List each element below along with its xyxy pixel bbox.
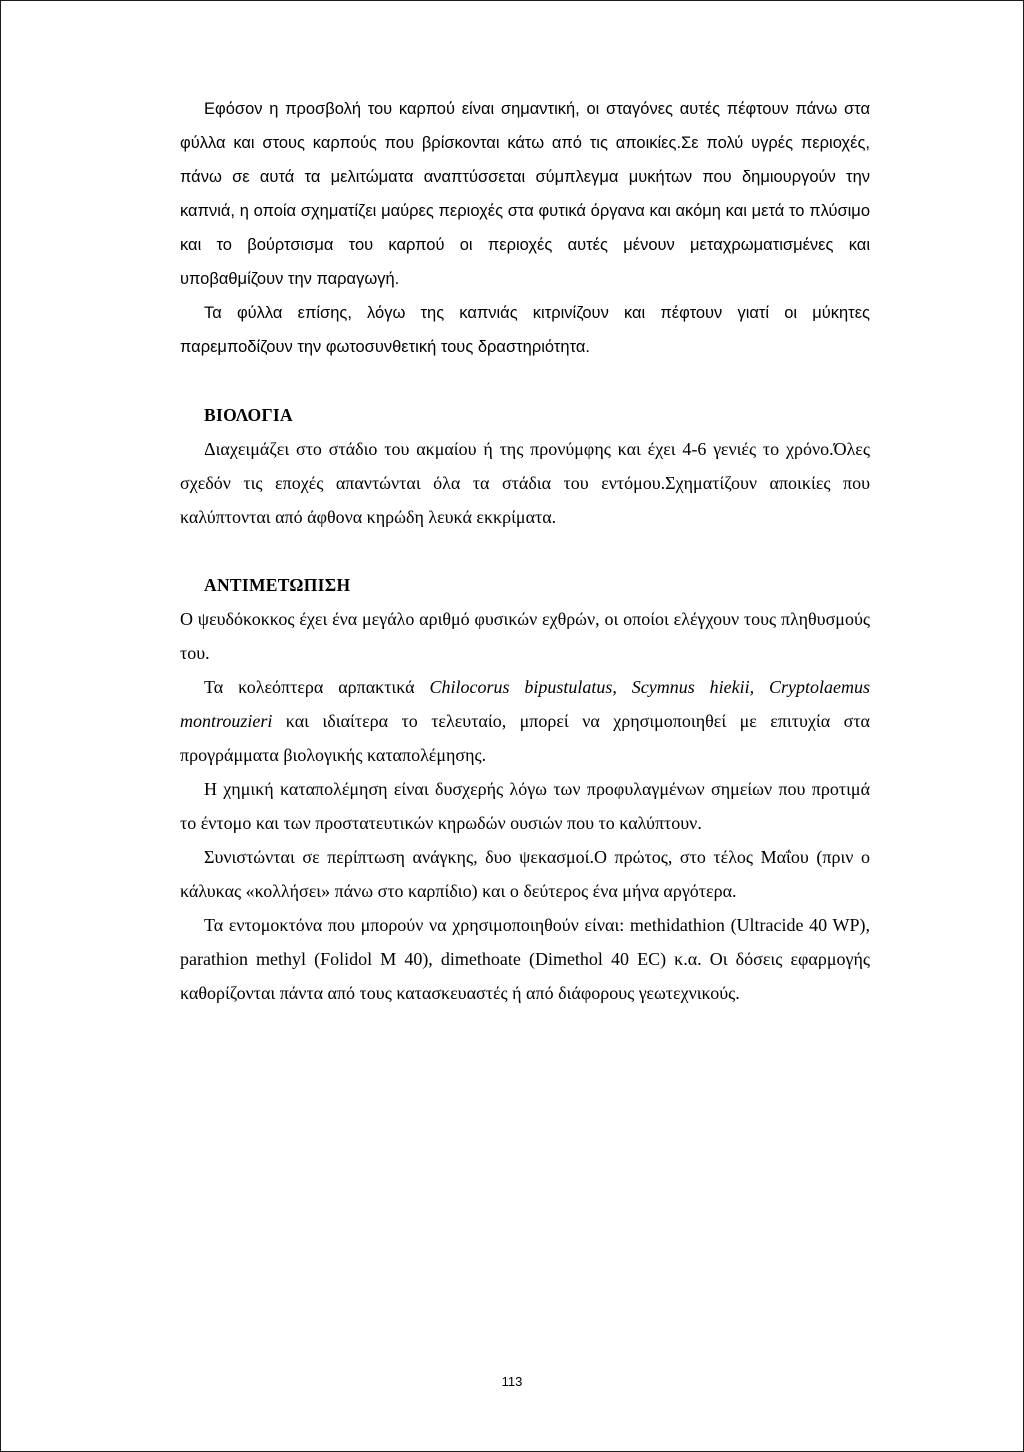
control-paragraph-3: Η χημική καταπολέμηση είναι δυσχερής λόγω των προφυλαγμένων σημείων που προτιμά το έντομο και των προστατευτικών κηρωδών ουσιών που το καλύπτουν. bbox=[180, 779, 870, 833]
control-section bbox=[180, 602, 870, 1010]
page-number: 113 bbox=[501, 1374, 523, 1389]
spacer bbox=[180, 364, 870, 398]
intro-paragraph-2: Τα φύλλα επίσης, λόγω της καπνιάς κιτρινίζουν και πέφτουν γιατί οι μύκητες παρεμποδίζουν την φωτοσυνθετική τους δραστηριότητα. bbox=[180, 304, 870, 356]
predators-rest: και ιδιαίτερα το τελευταίο, μπορεί να χρησιμοποιηθεί με επιτυχία στα προγράμματα βιολογικής καταπολέμησης. bbox=[180, 711, 870, 765]
predators-lead: Τα κολεόπτερα αρπακτικά bbox=[204, 677, 430, 697]
control-paragraph-2 bbox=[180, 670, 870, 772]
biology-paragraph: Διαχειμάζει στο στάδιο του ακμαίου ή της προνύμφης και έχει 4-6 γενιές το χρόνο.Όλες σχεδόν τις εποχές απαντώνται όλα τα στάδια του εντόμου.Σχηματίζουν αποικίες που καλύπτονται από άφθονα κηρώδη λευκά εκκρίματα. bbox=[180, 439, 870, 527]
control-paragraph-4: Συνιστώνται σε περίπτωση ανάγκης, δυο ψεκασμοί.Ο πρώτος, στο τέλος Μαΐου (πριν ο κάλυκας «κολλήσει» πάνω στο καρπίδιο) και ο δεύτερος ένα μήνα αργότερα. bbox=[180, 847, 870, 901]
spacer bbox=[180, 534, 870, 568]
page-body bbox=[180, 92, 870, 1010]
control-heading: ΑΝΤΙΜΕΤΩΠΙΣΗ bbox=[204, 575, 351, 595]
biology-heading: ΒΙΟΛΟΓΙΑ bbox=[204, 405, 293, 425]
control-paragraph-5: Τα εντομοκτόνα που μπορούν να χρησιμοποιηθούν είναι: methidathion (Ultracide 40 WP), parathion methyl (Folidol M 40), dimethoate (Dimethol 40 EC) κ.α. Οι δόσεις εφαρμογής καθορίζονται πάντα από τους κατασκευαστές ή από διάφορους γεωτεχνικούς. bbox=[180, 915, 870, 1003]
predator-species: Chilocorus bipustulatus, Scymnus hiekii, Cryptolaemus montrouzieri bbox=[180, 677, 870, 731]
control-paragraph-1: Ο ψευδόκοκκος έχει ένα μεγάλο αριθμό φυσικών εχθρών, οι οποίοι ελέγχουν τους πληθυσμούς του. bbox=[180, 609, 870, 663]
intro-paragraph-1: Εφόσον η προσβολή του καρπού είναι σημαντική, οι σταγόνες αυτές πέφτουν πάνω στα φύλλα και στους καρπούς που βρίσκονται κάτω από τις αποικίες.Σε πολύ υγρές περιοχές, πάνω σε αυτά τα μελιτώματα αναπτύσσεται σύμπλεγμα μυκήτων που δημιουργούν την καπνιά, η οποία σχηματίζει μαύρες περιοχές στα φυτικά όργανα και ακόμη και μετά το πλύσιμο και το βούρτσισμα του καρπού οι περιοχές αυτές μένουν μεταχρωματισμένες και υποβαθμίζουν την παραγωγή. bbox=[180, 100, 870, 288]
